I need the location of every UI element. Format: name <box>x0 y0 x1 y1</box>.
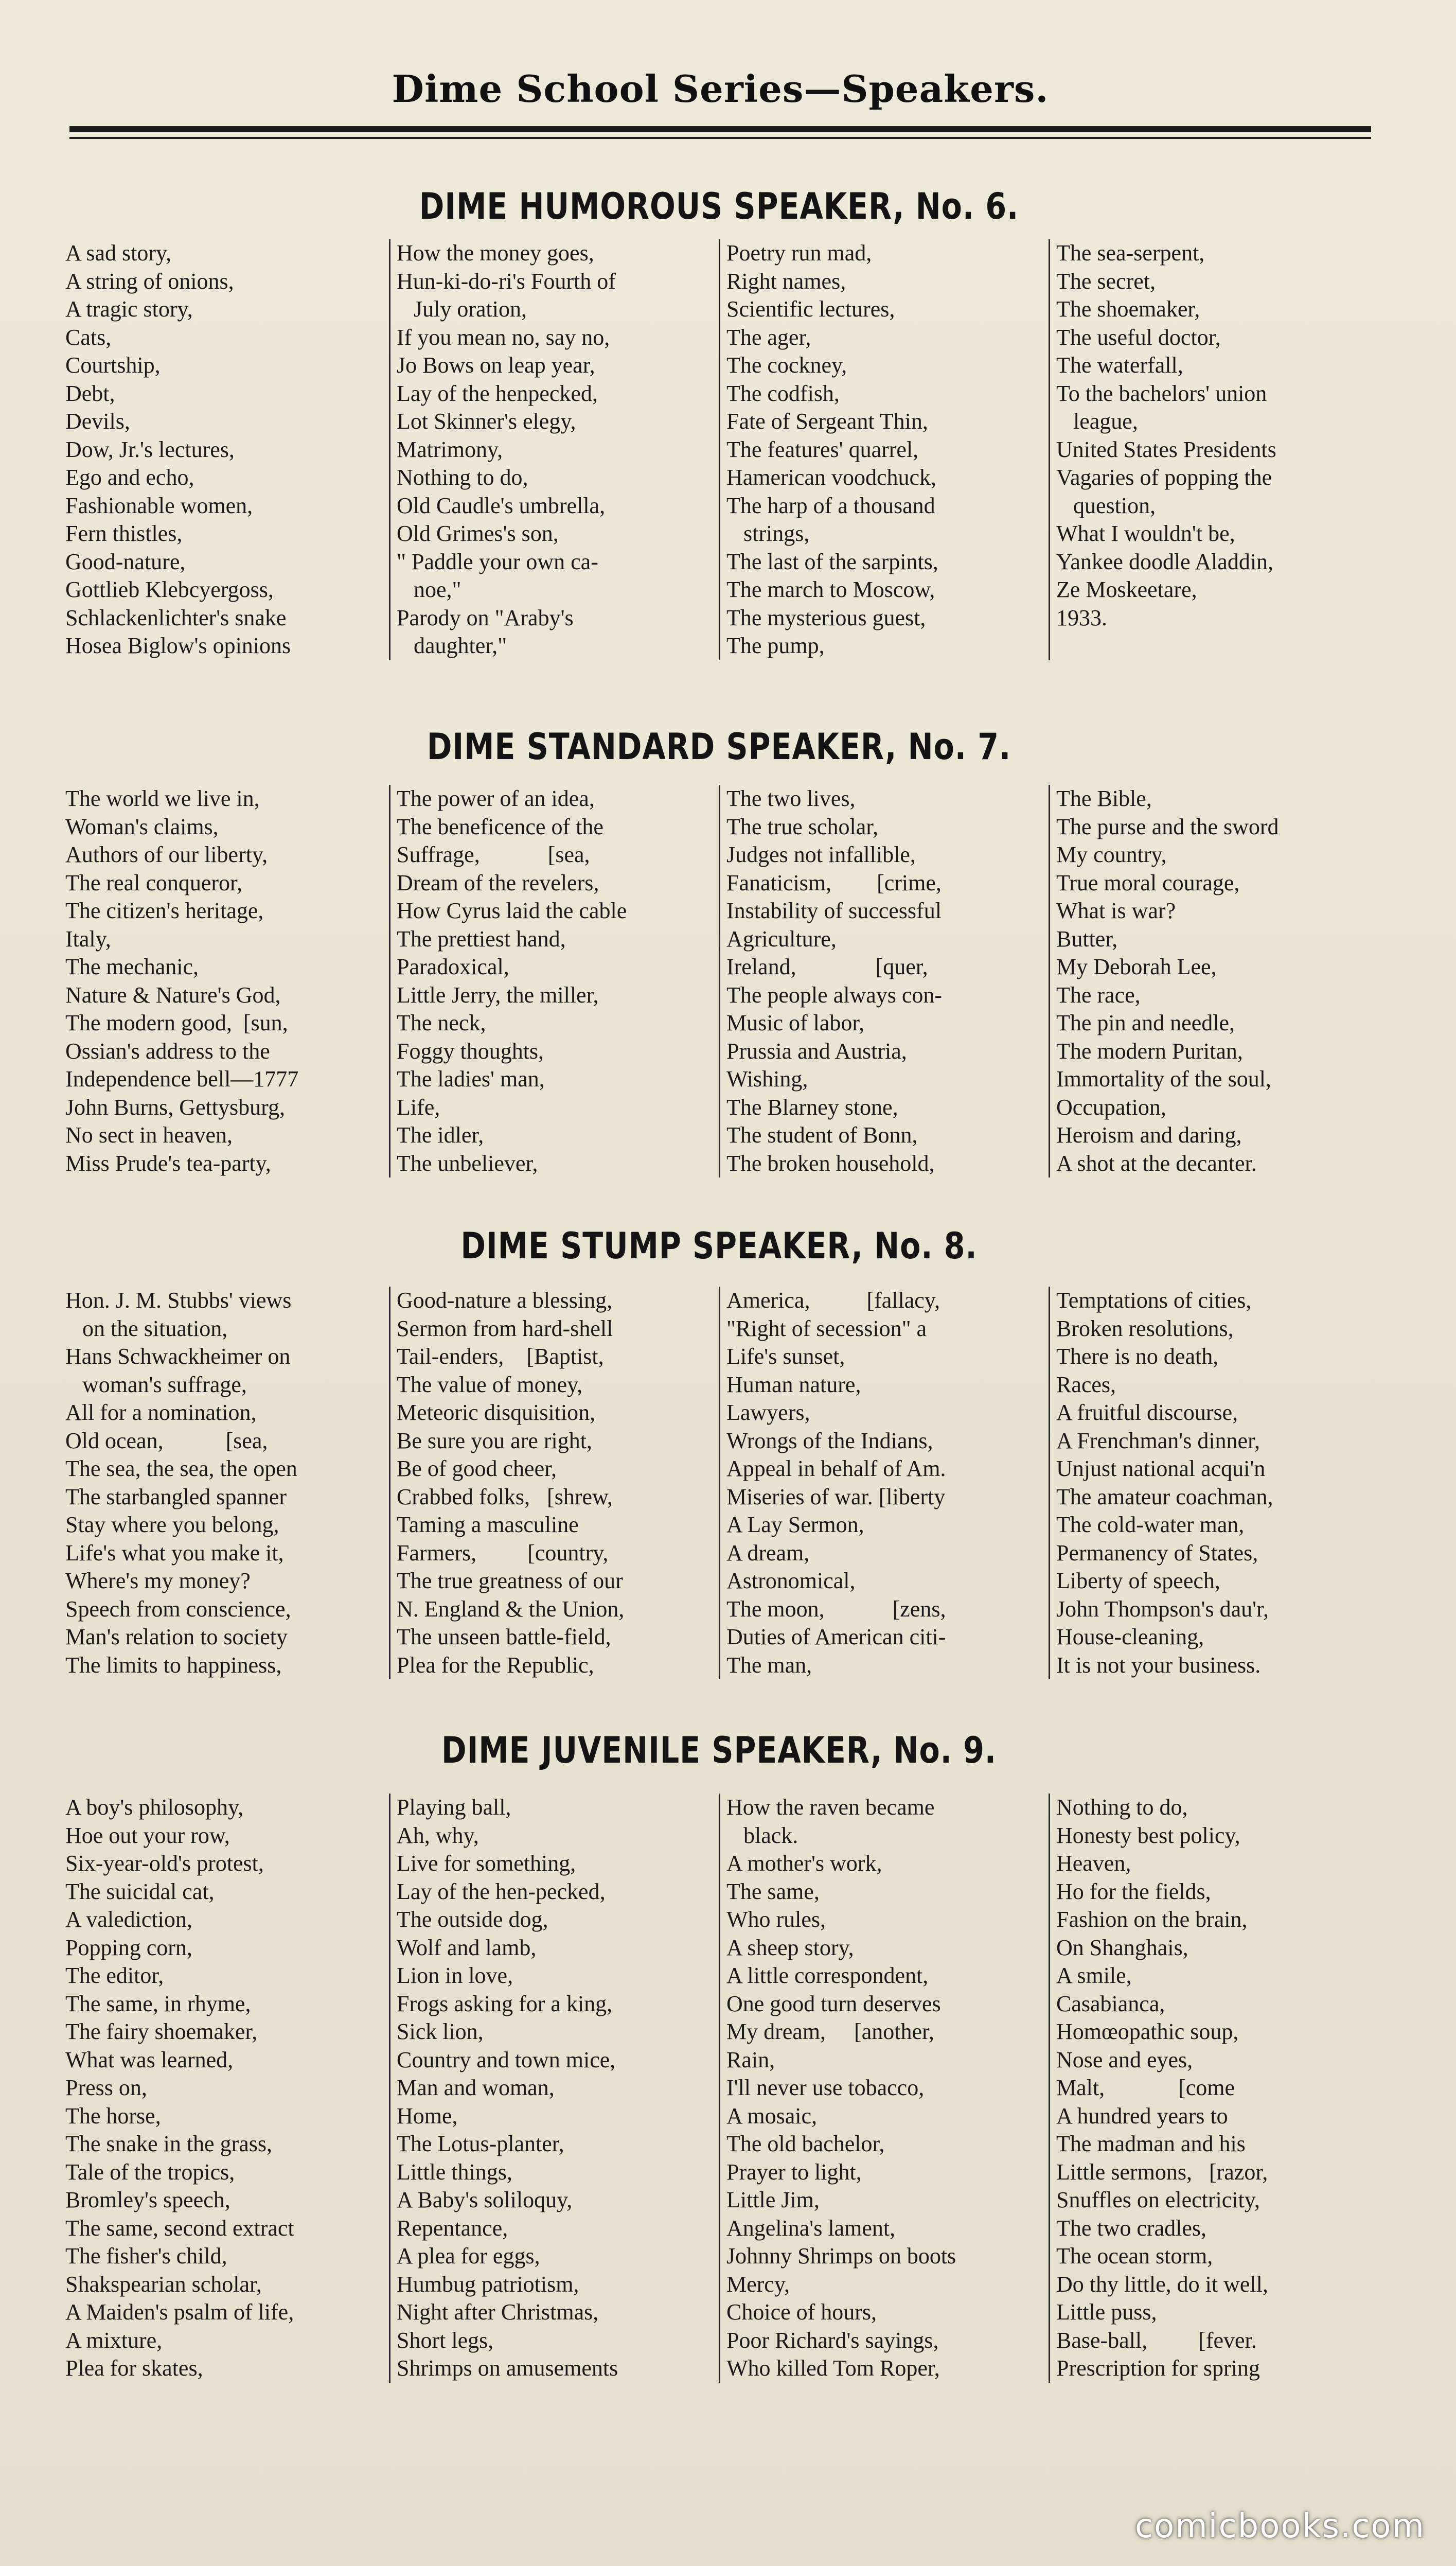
list-item: The citizen's heritage, <box>65 898 264 923</box>
list-item: Ze Moskeetare, <box>1056 577 1197 602</box>
list-item: Hon. J. M. Stubbs' views <box>65 1288 292 1313</box>
list-item: Bromley's speech, <box>65 2187 230 2212</box>
list-item: Poetry run mad, <box>726 240 872 266</box>
list-item: Taming a masculine <box>397 1512 579 1537</box>
list-item: Johnny Shrimps on boots <box>726 2243 956 2269</box>
list-item: Fashionable women, <box>65 493 253 518</box>
list-item: 1933. <box>1056 605 1107 630</box>
list-item: The editor, <box>65 1963 164 1988</box>
list-item: Independence bell—1777 <box>65 1066 299 1092</box>
list-item: The race, <box>1056 982 1141 1008</box>
list-item: The march to Moscow, <box>726 577 935 602</box>
list-item: Popping corn, <box>65 1935 192 1960</box>
section-columns <box>59 785 1379 1177</box>
list-item: The outside dog, <box>397 1907 548 1932</box>
list-item: The useful doctor, <box>1056 324 1221 350</box>
list-item: on the situation, <box>65 1315 228 1341</box>
section-title: DIME STANDARD SPEAKER, No. 7. <box>427 726 1011 768</box>
list-item: The old bachelor, <box>726 2131 885 2156</box>
list-item: Woman's claims, <box>65 814 219 839</box>
list-item: A Maiden's psalm of life, <box>65 2299 294 2325</box>
list-item: Crabbed folks, [shrew, <box>397 1484 613 1509</box>
list-item: Foggy thoughts, <box>397 1038 544 1064</box>
list-item: Miss Prude's tea-party, <box>65 1150 271 1176</box>
list-item: Farmers, [country, <box>397 1540 609 1566</box>
list-item: "Right of secession" a <box>726 1315 927 1341</box>
list-item: Be of good cheer, <box>397 1456 557 1481</box>
list-item: Old Grimes's son, <box>397 521 559 546</box>
list-item: The Bible, <box>1056 786 1152 811</box>
list-item: If you mean no, say no, <box>397 324 610 350</box>
list-item: The ocean storm, <box>1056 2243 1213 2269</box>
list-item: I'll never use tobacco, <box>726 2075 925 2100</box>
list-item: Nature & Nature's God, <box>65 982 281 1008</box>
list-item: The real conqueror, <box>65 870 242 895</box>
list-item: John Thompson's dau'r, <box>1056 1596 1269 1622</box>
section-title: DIME STUMP SPEAKER, No. 8. <box>460 1225 978 1267</box>
list-item: Fashion on the brain, <box>1056 1907 1248 1932</box>
section-standard-speaker <box>59 726 1379 1176</box>
list-item: What is war? <box>1056 898 1176 923</box>
list-item: Hamerican voodchuck, <box>726 465 937 490</box>
header-rule-thin <box>69 137 1371 139</box>
list-item: One good turn deserves <box>726 1991 941 2016</box>
list-item: Be sure you are right, <box>397 1428 592 1453</box>
list-item: Poor Richard's sayings, <box>726 2327 939 2353</box>
column-2 <box>389 785 719 1177</box>
column-1 <box>59 1287 389 1679</box>
list-item: A tragic story, <box>65 296 193 322</box>
list-item: A valediction, <box>65 1907 192 1932</box>
list-item: Little Jim, <box>726 2187 820 2212</box>
list-item: Matrimony, <box>397 436 503 462</box>
list-item: To the bachelors' union <box>1056 380 1267 406</box>
column-1 <box>59 1794 389 2383</box>
list-item: Little puss, <box>1056 2299 1157 2325</box>
list-item: The purse and the sword <box>1056 814 1279 839</box>
list-item: The ladies' man, <box>397 1066 545 1092</box>
column-4 <box>1049 785 1379 1177</box>
list-item: The mechanic, <box>65 954 199 979</box>
list-item: House-cleaning, <box>1056 1624 1204 1649</box>
list-item: The mysterious guest, <box>726 605 926 630</box>
list-item: Paradoxical, <box>397 954 509 979</box>
column-1 <box>59 785 389 1177</box>
list-item: The pin and needle, <box>1056 1010 1235 1035</box>
list-item: black. <box>726 1822 798 1848</box>
list-item: Tail-enders, [Baptist, <box>397 1344 604 1369</box>
list-item: The harp of a thousand <box>726 493 935 518</box>
list-item: Plea for the Republic, <box>397 1652 594 1678</box>
list-item: Ego and echo, <box>65 465 194 490</box>
list-item: The student of Bonn, <box>726 1122 918 1148</box>
list-item: Snuffles on electricity, <box>1056 2187 1260 2212</box>
list-item: Prescription for spring <box>1056 2356 1260 2381</box>
list-item: The cold-water man, <box>1056 1512 1245 1537</box>
list-item: Playing ball, <box>397 1795 511 1820</box>
list-item: A Frenchman's dinner, <box>1056 1428 1260 1453</box>
list-item: Sermon from hard-shell <box>397 1315 613 1341</box>
list-item: Ossian's address to the <box>65 1038 270 1064</box>
list-item: Unjust national acqui'n <box>1056 1456 1266 1481</box>
list-item: The sea, the sea, the open <box>65 1456 297 1481</box>
list-item: Right names, <box>726 268 846 294</box>
column-3 <box>719 785 1049 1177</box>
list-item: Italy, <box>65 926 111 952</box>
list-item: The fairy shoemaker, <box>65 2019 258 2044</box>
list-item: Rain, <box>726 2047 775 2072</box>
list-item: Prussia and Austria, <box>726 1038 907 1064</box>
column-1 <box>59 239 389 660</box>
list-item: Repentance, <box>397 2215 508 2241</box>
list-item: The idler, <box>397 1122 484 1148</box>
list-item: Old ocean, [sea, <box>65 1428 268 1453</box>
list-item: Gottlieb Klebcyergoss, <box>65 577 274 602</box>
list-item: The features' quarrel, <box>726 436 919 462</box>
list-item: Plea for skates, <box>65 2356 203 2381</box>
list-item: It is not your business. <box>1056 1652 1261 1678</box>
list-item: Country and town mice, <box>397 2047 616 2072</box>
list-item: July oration, <box>397 296 527 322</box>
list-item: A mother's work, <box>726 1851 882 1876</box>
list-item: Who rules, <box>726 1907 826 1932</box>
list-item: Dream of the revelers, <box>397 870 599 895</box>
list-item: The modern good, [sun, <box>65 1010 288 1035</box>
list-item: Where's my money? <box>65 1568 251 1593</box>
list-item: Duties of American citi- <box>726 1624 946 1649</box>
list-item: John Burns, Gettysburg, <box>65 1094 285 1120</box>
list-item: Appeal in behalf of Am. <box>726 1456 946 1481</box>
list-item: Honesty best policy, <box>1056 1822 1240 1848</box>
watermark-text: comicbooks.com <box>1134 2507 1425 2545</box>
list-item: Judges not infallible, <box>726 842 916 867</box>
list-item: Music of labor, <box>726 1010 865 1035</box>
column-2 <box>389 1794 719 2383</box>
list-item: Jo Bows on leap year, <box>397 353 595 378</box>
list-item: Good-nature, <box>65 549 186 574</box>
list-item: Home, <box>397 2103 458 2129</box>
list-item: Life's what you make it, <box>65 1540 284 1566</box>
list-item: On Shanghais, <box>1056 1935 1188 1960</box>
list-item: Wishing, <box>726 1066 808 1092</box>
list-item: Temptations of cities, <box>1056 1288 1252 1313</box>
list-item: strings, <box>726 521 810 546</box>
list-item: The broken household, <box>726 1150 935 1176</box>
list-item: Parody on "Araby's <box>397 605 574 630</box>
list-item: All for a nomination, <box>65 1400 257 1425</box>
list-item: Old Caudle's umbrella, <box>397 493 606 518</box>
list-item: N. England & the Union, <box>397 1596 625 1622</box>
list-item: The secret, <box>1056 268 1156 294</box>
list-item: Malt, [come <box>1056 2075 1235 2100</box>
list-item: The horse, <box>65 2103 161 2129</box>
list-item: The power of an idea, <box>397 786 595 811</box>
list-item: league, <box>1056 409 1138 434</box>
list-item: Nothing to do, <box>397 465 528 490</box>
list-item: A boy's philosophy, <box>65 1795 244 1820</box>
list-item: The cockney, <box>726 353 847 378</box>
list-item: Fanaticism, [crime, <box>726 870 942 895</box>
list-item: A sad story, <box>65 240 172 266</box>
list-item: Liberty of speech, <box>1056 1568 1220 1593</box>
list-item: Nothing to do, <box>1056 1795 1188 1820</box>
list-item: Miseries of war. [liberty <box>726 1484 946 1509</box>
list-item: A dream, <box>726 1540 810 1566</box>
list-item: A little correspondent, <box>726 1963 929 1988</box>
list-item: Sick lion, <box>397 2019 484 2044</box>
list-item: Dow, Jr.'s lectures, <box>65 436 235 462</box>
list-item: Heaven, <box>1056 1851 1131 1876</box>
list-item: Occupation, <box>1056 1094 1166 1120</box>
list-item: The madman and his <box>1056 2131 1246 2156</box>
list-item: The limits to happiness, <box>65 1652 282 1678</box>
list-item: Prayer to light, <box>726 2159 862 2185</box>
list-item: Lawyers, <box>726 1400 810 1425</box>
list-item: Live for something, <box>397 1851 576 1876</box>
list-item: Authors of our liberty, <box>65 842 268 867</box>
list-item: Suffrage, [sea, <box>397 842 590 867</box>
list-item: How Cyrus laid the cable <box>397 898 627 923</box>
list-item: Nose and eyes, <box>1056 2047 1193 2072</box>
list-item: Shakspearian scholar, <box>65 2271 262 2297</box>
list-item: Meteoric disquisition, <box>397 1400 596 1425</box>
list-item: A shot at the decanter. <box>1056 1150 1257 1176</box>
list-item: Lay of the henpecked, <box>397 380 598 406</box>
list-item: Choice of hours, <box>726 2299 877 2325</box>
column-3 <box>719 1794 1049 2383</box>
list-item: Shrimps on amusements <box>397 2356 618 2381</box>
list-item: Debt, <box>65 380 115 406</box>
list-item: The amateur coachman, <box>1056 1484 1273 1509</box>
list-item: Astronomical, <box>726 1568 856 1593</box>
list-item: Base-ball, [fever. <box>1056 2327 1257 2353</box>
list-item: Press on, <box>65 2075 147 2100</box>
list-item: Good-nature a blessing, <box>397 1288 613 1313</box>
list-item: Life, <box>397 1094 440 1120</box>
list-item: No sect in heaven, <box>65 1122 233 1148</box>
list-item: Yankee doodle Aladdin, <box>1056 549 1274 574</box>
list-item: Little sermons, [razor, <box>1056 2159 1268 2185</box>
list-item: Ireland, [quer, <box>726 954 928 979</box>
list-item: Stay where you belong, <box>65 1512 279 1537</box>
list-item: Fate of Sergeant Thin, <box>726 409 928 434</box>
list-item: The same, in rhyme, <box>65 1991 251 2016</box>
list-item: Who killed Tom Roper, <box>726 2356 940 2381</box>
list-item: The same, second extract <box>65 2215 294 2241</box>
list-item: Broken resolutions, <box>1056 1315 1234 1341</box>
section-juvenile-speaker <box>59 1729 1379 2381</box>
list-item: noe," <box>397 577 461 602</box>
list-item: The two cradles, <box>1056 2215 1206 2241</box>
list-item: Immortality of the soul, <box>1056 1066 1271 1092</box>
list-item: My dream, [another, <box>726 2019 934 2044</box>
list-item: My Deborah Lee, <box>1056 954 1217 979</box>
list-item: Do thy little, do it well, <box>1056 2271 1268 2297</box>
list-item: Lay of the hen-pecked, <box>397 1878 606 1904</box>
list-item: Little things, <box>397 2159 512 2185</box>
section-humorous-speaker <box>59 185 1379 658</box>
list-item: What was learned, <box>65 2047 234 2072</box>
list-item: True moral courage, <box>1056 870 1240 895</box>
list-item: " Paddle your own ca- <box>397 549 598 574</box>
list-item: A mosaic, <box>726 2103 817 2129</box>
list-item: My country, <box>1056 842 1167 867</box>
list-item: Lion in love, <box>397 1963 513 1988</box>
list-item: The prettiest hand, <box>397 926 566 952</box>
list-item: Scientific lectures, <box>726 296 895 322</box>
list-item: The unseen battle-field, <box>397 1624 611 1649</box>
column-2 <box>389 1287 719 1679</box>
list-item: Humbug patriotism, <box>397 2271 579 2297</box>
list-item: America, [fallacy, <box>726 1288 940 1313</box>
list-item: Lot Skinner's elegy, <box>397 409 576 434</box>
running-head: Dime School Series—Speakers. <box>392 67 1049 111</box>
list-item: The world we live in, <box>65 786 260 811</box>
list-item: Hoe out your row, <box>65 1822 230 1848</box>
list-item: The fisher's child, <box>65 2243 227 2269</box>
list-item: A mixture, <box>65 2327 163 2353</box>
list-item: The beneficence of the <box>397 814 603 839</box>
list-item: Hosea Biglow's opinions <box>65 633 291 658</box>
list-item: Man and woman, <box>397 2075 555 2100</box>
section-columns <box>59 1287 1379 1679</box>
list-item: Short legs, <box>397 2327 494 2353</box>
list-item: How the money goes, <box>397 240 594 266</box>
list-item: The true greatness of our <box>397 1568 623 1593</box>
list-item: Butter, <box>1056 926 1118 952</box>
list-item: The suicidal cat, <box>65 1878 215 1904</box>
list-item: Tale of the tropics, <box>65 2159 235 2185</box>
list-item: A string of onions, <box>65 268 234 294</box>
list-item: The neck, <box>397 1010 486 1035</box>
list-item: Ah, why, <box>397 1822 479 1848</box>
list-item: Night after Christmas, <box>397 2299 599 2325</box>
list-item: daughter," <box>397 633 507 658</box>
list-item: Little Jerry, the miller, <box>397 982 599 1008</box>
list-item: The unbeliever, <box>397 1150 538 1176</box>
list-item: The ager, <box>726 324 811 350</box>
list-item: A plea for eggs, <box>397 2243 540 2269</box>
section-title: DIME JUVENILE SPEAKER, No. 9. <box>441 1729 997 1771</box>
list-item: The moon, [zens, <box>726 1596 946 1622</box>
list-item: A hundred years to <box>1056 2103 1228 2129</box>
list-item: The waterfall, <box>1056 353 1183 378</box>
list-item: The people always con- <box>726 982 943 1008</box>
list-item: The pump, <box>726 633 825 658</box>
list-item: Frogs asking for a king, <box>397 1991 613 2016</box>
list-item: The snake in the grass, <box>65 2131 272 2156</box>
list-item: There is no death, <box>1056 1344 1219 1369</box>
column-2 <box>389 239 719 660</box>
list-item: The man, <box>726 1652 812 1678</box>
list-item: The last of the sarpints, <box>726 549 938 574</box>
column-3 <box>719 1287 1049 1679</box>
list-item: Wrongs of the Indians, <box>726 1428 933 1453</box>
list-item: Casabianca, <box>1056 1991 1165 2016</box>
list-item: Heroism and daring, <box>1056 1122 1242 1148</box>
list-item: Vagaries of popping the <box>1056 465 1272 490</box>
section-title: DIME HUMOROUS SPEAKER, No. 6. <box>419 185 1019 227</box>
list-item: The two lives, <box>726 786 856 811</box>
list-item: Hun-ki-do-ri's Fourth of <box>397 268 616 294</box>
section-columns <box>59 239 1379 660</box>
list-item: Human nature, <box>726 1372 861 1397</box>
column-4 <box>1049 1794 1379 2383</box>
list-item: What I wouldn't be, <box>1056 521 1235 546</box>
list-item: A Lay Sermon, <box>726 1512 864 1537</box>
list-item: United States Presidents <box>1056 436 1276 462</box>
header-rule-thick <box>69 126 1371 132</box>
list-item: Races, <box>1056 1372 1116 1397</box>
list-item: Wolf and lamb, <box>397 1935 537 1960</box>
list-item: Angelina's lament, <box>726 2215 896 2241</box>
column-3 <box>719 239 1049 660</box>
list-item: The Lotus-planter, <box>397 2131 564 2156</box>
list-item: Schlackenlichter's snake <box>65 605 287 630</box>
list-item: Courtship, <box>65 353 161 378</box>
list-item: Fern thistles, <box>65 521 183 546</box>
list-item: The codfish, <box>726 380 840 406</box>
list-item: The value of money, <box>397 1372 583 1397</box>
list-item: A sheep story, <box>726 1935 854 1960</box>
list-item: Hans Schwackheimer on <box>65 1344 291 1369</box>
list-item: Permanency of States, <box>1056 1540 1258 1566</box>
list-item: Instability of successful <box>726 898 942 923</box>
list-item: question, <box>1056 493 1156 518</box>
list-item: Mercy, <box>726 2271 790 2297</box>
list-item: Six-year-old's protest, <box>65 1851 264 1876</box>
list-item: The true scholar, <box>726 814 879 839</box>
list-item: Ho for the fields, <box>1056 1878 1211 1904</box>
list-item: Man's relation to society <box>65 1624 288 1649</box>
list-item: A fruitful discourse, <box>1056 1400 1238 1425</box>
column-4 <box>1049 239 1379 660</box>
section-columns <box>59 1794 1379 2383</box>
list-item: The starbangled spanner <box>65 1484 287 1509</box>
list-item: Cats, <box>65 324 112 350</box>
list-item: Agriculture, <box>726 926 837 952</box>
list-item: Devils, <box>65 409 130 434</box>
list-item: The same, <box>726 1878 820 1904</box>
list-item: Homœopathic soup, <box>1056 2019 1239 2044</box>
list-item: The shoemaker, <box>1056 296 1200 322</box>
list-item: The modern Puritan, <box>1056 1038 1243 1064</box>
section-stump-speaker <box>59 1225 1379 1678</box>
list-item: Life's sunset, <box>726 1344 845 1369</box>
list-item: How the raven became <box>726 1795 935 1820</box>
list-item: The Blarney stone, <box>726 1094 898 1120</box>
column-4 <box>1049 1287 1379 1679</box>
list-item: A Baby's soliloquy, <box>397 2187 573 2212</box>
list-item: A smile, <box>1056 1963 1132 1988</box>
list-item: Speech from conscience, <box>65 1596 291 1622</box>
list-item: woman's suffrage, <box>65 1372 247 1397</box>
list-item: The sea-serpent, <box>1056 240 1205 266</box>
